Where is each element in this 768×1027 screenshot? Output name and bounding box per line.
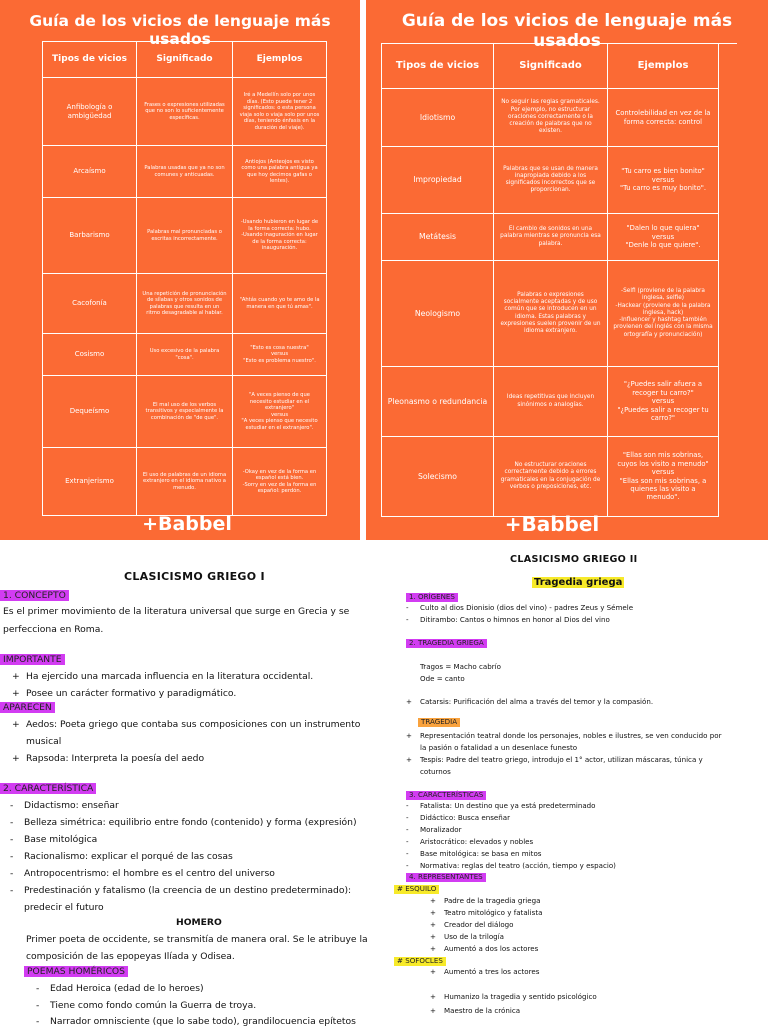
vice-name: Pleonasmo o redundancia bbox=[382, 367, 494, 437]
section-heading: POEMAS HOMÉRICOS bbox=[24, 966, 128, 977]
notes-title: CLASICISMO GRIEGO II bbox=[510, 554, 638, 565]
bullet-text: Humanizo la tragedia y sentido psicológico bbox=[444, 992, 597, 1001]
vices-table bbox=[381, 43, 737, 517]
vice-meaning: No estructurar oraciones correctamente debido a errores gramaticales en la conjugación de verbos o preposiciones, etc. bbox=[494, 437, 608, 517]
section-heading: 3. CARACTERÍSTICAS bbox=[406, 791, 486, 800]
bullet-text: predecir el futuro bbox=[24, 902, 104, 913]
vice-name: Impropiedad bbox=[382, 147, 494, 214]
header-significado: Significado bbox=[494, 44, 608, 89]
section-heading: 1. ORÍGENES bbox=[406, 593, 458, 602]
poster-title: Guía de los vicios de lenguaje más usados bbox=[29, 12, 331, 48]
bullet-text: Edad Heroica (edad de lo heroes) bbox=[50, 983, 204, 994]
homero-text: composición de las epopeyas Ilíada y Odisea. bbox=[26, 951, 235, 962]
vices-table bbox=[42, 41, 327, 516]
section-heading: 1. CONCEPTO bbox=[0, 590, 69, 601]
bullet-text: Antropocentrismo: el hombre es el centro del universo bbox=[24, 868, 275, 879]
vice-meaning: Palabras mal pronunciadas o escritas incorrectamente. bbox=[137, 198, 233, 274]
section-heading: APARECEN bbox=[0, 702, 55, 713]
vice-example: -Selfi (proviene de la palabra inglesa, selfie) -Hackear (proviene de la palabra inglesa, hack) -Influencer y hashtag también provienen del inglés con la misma ortografía y pronunciación) bbox=[608, 261, 719, 367]
bullet-text: coturnos bbox=[420, 767, 451, 776]
header-ejemplos: Ejemplos bbox=[233, 42, 327, 78]
homero-text: Primer poeta de occidente, se transmitía de manera oral. Se le atribuye la bbox=[26, 934, 368, 945]
vice-name: Extranjerismo bbox=[43, 448, 137, 516]
vice-name: Metátesis bbox=[382, 214, 494, 261]
bullet-text: Tiene como fondo común la Guerra de troya. bbox=[50, 1000, 257, 1011]
bullet-text: Ha ejercido una marcada influencia en la literatura occidental. bbox=[26, 671, 314, 682]
bullet-text: Base mitológica: se basa en mitos bbox=[420, 849, 542, 858]
babbel-logo: +Babbel bbox=[142, 513, 232, 535]
clasicismo-griego-2-notes: CLASICISMO GRIEGO II Tragedia griega 1. ORÍGENES - Culto al dios Dionisio (dios del vino) - padres Zeus y Sémele - Ditirambo: Cantos o himnos en honor al Dios del vino 2. TRAGEDIA GRIEGA Tragos = Macho cabrío Ode = canto + Catarsis: Purificación del alma a través del temor y la compasión. TRAGEDIA + Representación teatral donde los personajes, nobles e ilustres, se ven conducido por la pasión o fatalidad a un desenlace funesto + Tespis: Padre del teatro griego, introdujo el 1° actor, utilizan máscaras, túnica y coturnos 3. CARACTERÍSTICAS - Fatalista: Un destino que ya está predeterminado - Didáctico: Busca enseñar - Moralizador - Aristocrático: elevados y nobles - Base mitológica: se basa en mitos - Normativa: reglas del teatro (acción, tiempo y espacio) 4. REPRESENTANTES # ESQUILO + Padre de la tragedia griega + Teatro mitológico y fatalista + Creador del diálogo + Uso de la trilogía + Aumentó a dos los actores # SOFOCLES + Aumentó a tres los actores + Humanizo la tragedia y sentido psicológico + Maestro de la crónica bbox=[386, 540, 768, 1024]
vice-meaning: Palabras que se usan de manera inapropiada debido a los significados incorrectos que se proporcionan. bbox=[494, 147, 608, 214]
section-heading: 4. REPRESENTANTES bbox=[406, 873, 486, 882]
bullet-text: Catarsis: Purificación del alma a través del temor y la compasión. bbox=[420, 697, 654, 706]
vice-name: Solecismo bbox=[382, 437, 494, 517]
vice-meaning: Frases o expresiones utilizadas que no son lo suficientemente específicas. bbox=[137, 78, 233, 146]
vice-meaning: Ideas repetitivas que incluyen sinónimos o analogías. bbox=[494, 367, 608, 437]
vice-example: "Ahtás cuando yo te amo de la manera en que tú amas". bbox=[233, 274, 327, 334]
bullet-text: Moralizador bbox=[420, 825, 462, 834]
bullet-text: musical bbox=[26, 736, 62, 747]
vice-example: "Dalen lo que quiera" versus "Denle lo que quiere". bbox=[608, 214, 719, 261]
vice-example: "Tu carro es bien bonito" versus "Tu carro es muy bonito". bbox=[608, 147, 719, 214]
notes-subtitle: Tragedia griega bbox=[534, 577, 623, 588]
vice-example: "Ellas son mis sobrinas, cuyos los visito a menudo" versus "Ellas son mis sobrinas, a quienes las visito a menudo". bbox=[608, 437, 719, 517]
vice-name: Anfibología o ambigüedad bbox=[43, 78, 137, 146]
author-heading: # SOFOCLES bbox=[394, 957, 446, 966]
vice-name: Arcaísmo bbox=[43, 146, 137, 198]
header-tipos: Tipos de vicios bbox=[43, 42, 137, 78]
bullet-text: Uso de la trilogía bbox=[444, 932, 504, 941]
bullet-text: Didáctico: Busca enseñar bbox=[420, 813, 511, 822]
bullet-text: Aumentó a tres los actores bbox=[444, 967, 540, 976]
section-heading: TRAGEDIA bbox=[418, 718, 460, 727]
bullet-text: Representación teatral donde los personajes, nobles e ilustres, se ven conducido por bbox=[420, 731, 722, 740]
bullet-text: Tespis: Padre del teatro griego, introdujo el 1° actor, utilizan máscaras, túnica y bbox=[420, 755, 703, 764]
body-text: Tragos = Macho cabrío bbox=[420, 662, 501, 671]
bullet-text: Racionalismo: explicar el porqué de las cosas bbox=[24, 851, 233, 862]
bullet-text: Fatalista: Un destino que ya está predeterminado bbox=[420, 801, 596, 810]
vice-meaning: El mal uso de los verbos transitivos y especialmente la combinación de "de que". bbox=[137, 376, 233, 448]
bullet-text: Rapsoda: Interpreta la poesía del aedo bbox=[26, 753, 205, 764]
section-heading: 2. TRAGEDIA GRIEGA bbox=[406, 639, 487, 648]
bullet-text: Padre de la tragedia griega bbox=[444, 896, 541, 905]
bullet-text: Base mitológica bbox=[24, 834, 98, 845]
bullet-text: Aristocrático: elevados y nobles bbox=[420, 837, 534, 846]
concept-text: perfecciona en Roma. bbox=[3, 624, 104, 635]
header-significado: Significado bbox=[137, 42, 233, 78]
vice-meaning: El uso de palabras de un idioma extranjero en el idioma nativo a menudo. bbox=[137, 448, 233, 516]
vice-example: Antiojos (Anteojos es visto como una palabra antigua ya que hoy decimos gafas o lentes). bbox=[233, 146, 327, 198]
vice-meaning: No seguir las reglas gramaticales. Por ejemplo, no estructurar oraciones correctamente o la creación de palabras que no existen. bbox=[494, 89, 608, 147]
vice-meaning: Una repetición de pronunciación de sílabas y otros sonidos de palabras que resulta en un ritmo desagradable al hablar. bbox=[137, 274, 233, 334]
bullet-text: Teatro mitológico y fatalista bbox=[444, 908, 543, 917]
bullet-text: Creador del diálogo bbox=[444, 920, 514, 929]
right-vices-poster bbox=[366, 0, 768, 540]
left-vices-poster bbox=[0, 0, 360, 540]
bullet-text: Aedos: Poeta griego que contaba sus composiciones con un instrumento bbox=[26, 719, 361, 730]
vice-name: Cosismo bbox=[43, 334, 137, 376]
clasicismo-griego-1-notes: CLASICISMO GRIEGO I 1. CONCEPTO Es el primer movimiento de la literatura universal que surge en Grecia y se perfecciona en Roma. IMPORTANTE + Ha ejercido una marcada influencia en la literatura occidental. + Posee un carácter formativo y paradigmático. APARECEN + Aedos: Poeta griego que contaba sus composiciones con un instrumento musical + Rapsoda: Interpreta la poesía del aedo 2. CARACTERÍSTICA - Didactismo: enseñar - Belleza simétrica: equilibrio entre fondo (contenido) y forma (expresión) - Base mitológica - Racionalismo: explicar el porqué de las cosas - Antropocentrismo: el hombre es el centro del universo - Predestinación y fatalismo (la creencia de un destino predeterminado): predecir el futuro HOMERO Primer poeta de occidente, se transmitía de manera oral. Se le atribuye la composición de las epopeyas Ilíada y Odisea. POEMAS HOMÉRICOS - Edad Heroica (edad de lo heroes) - Tiene como fondo común la Guerra de troya. - Narrador omnisciente (que lo sabe todo), grandilocuencia epítetos bbox=[0, 540, 384, 1024]
bullet-text: Aumentó a dos los actores bbox=[444, 944, 539, 953]
bullet-text: Predestinación y fatalismo (la creencia de un destino predeterminado): bbox=[24, 885, 352, 896]
vice-example: "¿Puedes salir afuera a recoger tu carro?" versus "¿Puedes salir a recoger tu carro?" bbox=[608, 367, 719, 437]
vice-meaning: Uso excesivo de la palabra "cosa". bbox=[137, 334, 233, 376]
vice-example: "Esto es cosa nuestra" versus "Esto es problema nuestro". bbox=[233, 334, 327, 376]
header-tipos: Tipos de vicios bbox=[382, 44, 494, 89]
vice-example: "A veces pienso de que necesito estudiar en el extranjero" versus "A veces pienso que necesito estudiar en el extranjero". bbox=[233, 376, 327, 448]
babbel-logo: +Babbel bbox=[504, 512, 600, 536]
bullet-text: Maestro de la crónica bbox=[444, 1006, 521, 1015]
section-heading: 2. CARACTERÍSTICA bbox=[0, 783, 96, 794]
vice-name: Barbarismo bbox=[43, 198, 137, 274]
bullet-text: Normativa: reglas del teatro (acción, tiempo y espacio) bbox=[420, 861, 616, 870]
vice-name: Cacofonía bbox=[43, 274, 137, 334]
bullet-text: Ditirambo: Cantos o himnos en honor al Dios del vino bbox=[420, 615, 610, 624]
vice-name: Neologismo bbox=[382, 261, 494, 367]
author-heading: # ESQUILO bbox=[394, 885, 439, 894]
header-ejemplos: Ejemplos bbox=[608, 44, 719, 89]
vice-name: Dequeísmo bbox=[43, 376, 137, 448]
bullet-text: Didactismo: enseñar bbox=[24, 800, 119, 811]
vice-example: Iré a Medellín solo por unos días. (Esto puede tener 2 significados: o esta persona viaja solo o viaja solo por unos días, teniendo énfasis en la duración del viaje). bbox=[233, 78, 327, 146]
poster-title: Guía de los vicios de lenguaje más usados bbox=[401, 11, 733, 51]
bullet-text: Belleza simétrica: equilibrio entre fondo (contenido) y forma (expresión) bbox=[24, 817, 357, 828]
section-heading: IMPORTANTE bbox=[0, 654, 65, 665]
bullet-text: Narrador omnisciente (que lo sabe todo), grandilocuencia epítetos bbox=[50, 1016, 356, 1027]
vice-name: Idiotismo bbox=[382, 89, 494, 147]
bullet-text: la pasión o fatalidad a un desenlace funesto bbox=[420, 743, 578, 752]
vice-meaning: Palabras o expresiones socialmente aceptadas y de uso común que se introducen en un idioma. Estas palabras y expresiones suelen provenir de un idioma extranjero. bbox=[494, 261, 608, 367]
vice-example: -Usando hubieron en lugar de la forma correcta: hubo. -Usando inaguración en lugar de la forma correcta: inauguración. bbox=[233, 198, 327, 274]
concept-text: Es el primer movimiento de la literatura universal que surge en Grecia y se bbox=[3, 606, 350, 617]
vice-example: -Okay en vez de la forma en español está bien. -Sorry en vez de la forma en español: perdón. bbox=[233, 448, 327, 516]
bullet-text: Culto al dios Dionisio (dios del vino) - padres Zeus y Sémele bbox=[420, 603, 634, 612]
notes-title: CLASICISMO GRIEGO I bbox=[124, 570, 265, 583]
vice-meaning: Palabras usadas que ya no son comunes y anticuadas. bbox=[137, 146, 233, 198]
body-text: Ode = canto bbox=[420, 674, 465, 683]
vice-example: Controlebilidad en vez de la forma correcta: control bbox=[608, 89, 719, 147]
bullet-text: Posee un carácter formativo y paradigmático. bbox=[26, 688, 237, 699]
vice-meaning: El cambio de sonidos en una palabra mientras se pronuncia esa palabra. bbox=[494, 214, 608, 261]
homero-heading: HOMERO bbox=[176, 917, 222, 928]
